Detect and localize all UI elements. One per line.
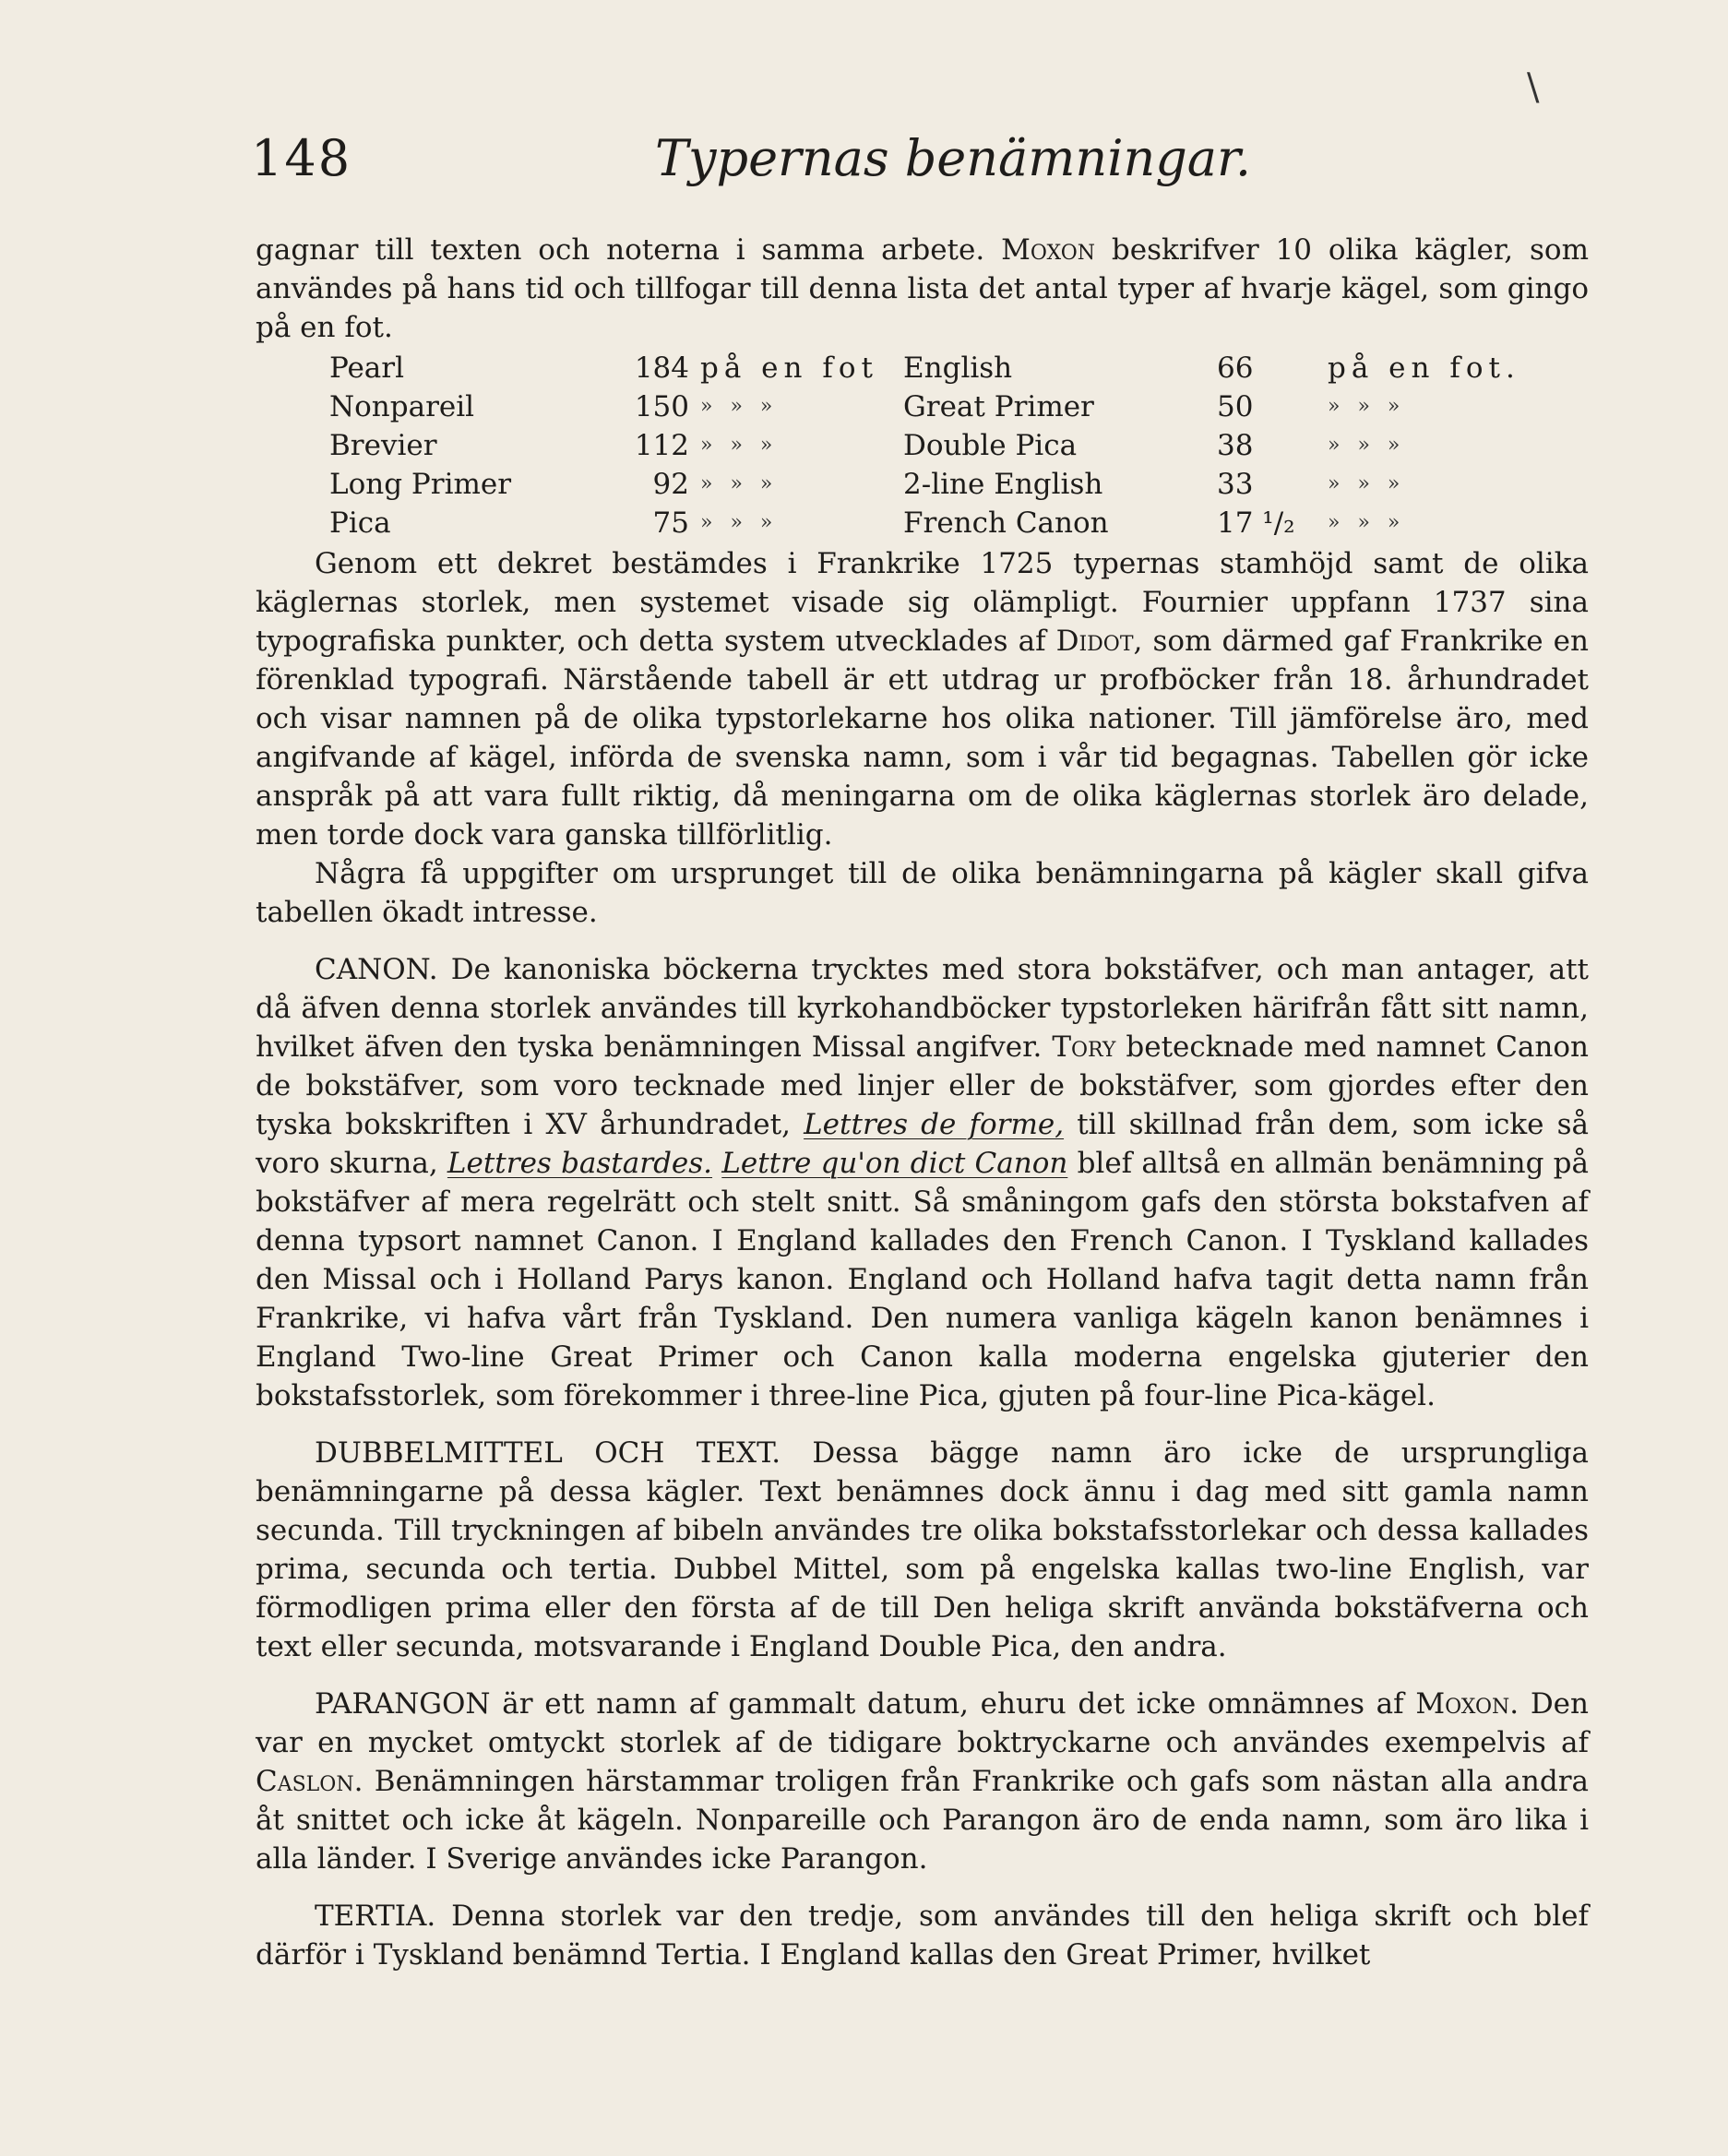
name-tory: Tory bbox=[1052, 1030, 1116, 1064]
type-name: 2-line English bbox=[903, 468, 1103, 501]
name-didot: Didot bbox=[1055, 625, 1134, 658]
per-foot-unit: på en fot bbox=[700, 351, 878, 385]
per-foot-unit: » » » bbox=[1328, 472, 1406, 495]
types-per-foot: 112 bbox=[634, 429, 689, 462]
name-caslon: Caslon bbox=[256, 1765, 354, 1798]
types-per-foot: 184 bbox=[634, 351, 689, 385]
type-name: Pearl bbox=[329, 351, 405, 385]
types-per-foot: 17 ¹/₂ bbox=[1217, 506, 1295, 540]
types-per-foot: 150 bbox=[634, 390, 689, 423]
type-name: Nonpareil bbox=[329, 390, 475, 423]
paragraph-nagra: Några få uppgifter om ursprunget till de olika benämningarna på kägler skall gifva tabellen ökadt intresse. bbox=[256, 857, 1589, 929]
type-name: English bbox=[903, 351, 1013, 385]
type-name: Double Pica bbox=[903, 429, 1078, 462]
per-foot-unit: » » » bbox=[700, 395, 779, 418]
type-table-row bbox=[329, 465, 1520, 504]
types-per-foot: 33 bbox=[1217, 468, 1254, 501]
italic-lettres-bastardes: Lettres bastardes. bbox=[447, 1147, 713, 1180]
type-name: Pica bbox=[329, 506, 391, 540]
heading-tertia: TERTIA. bbox=[315, 1900, 436, 1933]
paragraph-dubbelmittel: DUBBELMITTEL OCH TEXT. Dessa bägge namn äro icke de ursprungliga benämningarne på dessa kägler. Text benämnes dock ännu i dag med sitt gamla namn secunda. Till tryckningen af bibeln användes tre olika bokstafsstorlekar och dessa kallades prima, secunda och tertia. Dubbel Mittel, som på engelska kallas two-line English, var förmodligen prima eller den första af de till Den heliga skrift använda bokstäfverna och text eller secunda, motsvarande i England Double Pica, den andra. bbox=[256, 1436, 1589, 1663]
name-moxon: Moxon bbox=[1001, 233, 1096, 267]
heading-dubbelmittel: DUBBELMITTEL OCH TEXT. bbox=[315, 1436, 781, 1470]
heading-canon: CANON. bbox=[315, 953, 438, 986]
italic-lettres-de-forme: Lettres de forme, bbox=[804, 1108, 1065, 1141]
type-name: Great Primer bbox=[903, 390, 1094, 423]
paragraph-genom: Genom ett dekret bestämdes i Frankrike 1725 typernas stamhöjd samt de olika käglernas storlek, men systemet visade sig olämpligt. Fournier uppfann 1737 sina typografiska punkter, och detta system utvecklades af Didot, som därmed gaf Frankrike en förenklad typografi. Närstående tabell är ett utdrag ur profböcker från 18. århundradet och visar namnen på de olika typstorlekarne hos olika nationer. Till jämförelse äro, med angifvande af kägel, införda de svenska namn, som i vår tid begagnas. Tabellen gör icke anspråk på att vara fullt riktig, då meningarna om de olika käglernas storlek äro delade, men torde dock vara ganska tillförlitlig. bbox=[256, 547, 1589, 852]
paragraph-parangon: PARANGON är ett namn af gammalt datum, ehuru det icke omnämnes af Moxon. Den var en mycket omtyckt storlek af de tidigare boktryckarne och användes exempelvis af Caslon. Benämningen härstammar troligen från Frankrike och gafs som nästan alla andra åt snittet och icke åt kägeln. Nonpareille och Parangon äro de enda namn, som äro lika i alla länder. I Sverige användes icke Parangon. bbox=[256, 1687, 1589, 1876]
body-text bbox=[256, 231, 1589, 1974]
per-foot-unit: » » » bbox=[1328, 434, 1406, 457]
types-per-foot: 38 bbox=[1217, 429, 1254, 462]
ink-speck: \ bbox=[1527, 66, 1540, 109]
name-moxon: Moxon bbox=[1415, 1687, 1510, 1721]
per-foot-unit: » » » bbox=[700, 434, 779, 457]
types-per-foot: 92 bbox=[652, 468, 689, 501]
italic-lettre-canon: Lettre qu'on dict Canon bbox=[721, 1147, 1068, 1180]
per-foot-unit: » » » bbox=[1328, 511, 1406, 534]
type-table-row bbox=[329, 349, 1520, 387]
running-title: Typernas benämningar. bbox=[655, 129, 1252, 187]
type-size-table bbox=[329, 349, 1520, 542]
type-table-row bbox=[329, 504, 1520, 542]
type-name: Long Primer bbox=[329, 468, 512, 501]
page-number: 148 bbox=[251, 129, 352, 187]
per-foot-unit: på en fot. bbox=[1328, 351, 1520, 385]
type-table-row bbox=[329, 387, 1520, 426]
types-per-foot: 75 bbox=[652, 506, 689, 540]
running-header bbox=[0, 129, 1728, 203]
paragraph-tertia: TERTIA. Denna storlek var den tredje, som användes till den heliga skrift och blef därför i Tyskland benämnd Tertia. I England kallas den Great Primer, hvilket bbox=[256, 1900, 1589, 1971]
intro-paragraph: gagnar till texten och noterna i samma arbete. Moxon beskrifver 10 olika kägler, som användes på hans tid och tillfogar till denna lista det antal typer af hvarje kägel, som gingo på en fot. bbox=[256, 233, 1589, 344]
per-foot-unit: » » » bbox=[1328, 395, 1406, 418]
per-foot-unit: » » » bbox=[700, 511, 779, 534]
types-per-foot: 50 bbox=[1217, 390, 1254, 423]
type-table-row bbox=[329, 426, 1520, 465]
types-per-foot: 66 bbox=[1217, 351, 1254, 385]
heading-parangon: PARANGON bbox=[315, 1687, 491, 1721]
paragraph-canon: CANON. De kanoniska böckerna trycktes med stora bokstäfver, och man antager, att då äfven denna storlek användes till kyrkohandböcker typstorleken härifrån fått sitt namn, hvilket äfven den tyska benämningen Missal angifver. Tory betecknade med namnet Canon de bokstäfver, som voro tecknade med linjer eller de bokstäfver, som gjordes efter den tyska bokskriften i XV århundradet, Lettres de forme, till skillnad från dem, som icke så voro skurna, Lettres bastardes. Lettre qu'on dict Canon blef alltså en allmän benämning på bokstäfver af mera regelrätt och stelt snitt. Så småningom gafs den största bokstafven af denna typsort namnet Canon. I England kallades den French Canon. I Tyskland kallades den Missal och i Holland Parys kanon. England och Holland hafva tagit detta namn från Frankrike, vi hafva vårt från Tyskland. Den numera vanliga kägeln kanon benämnes i England Two-line Great Primer och Canon kalla moderna engelska gjuterier den bokstafsstorlek, som förekommer i three-line Pica, gjuten på four-line Pica-kägel. bbox=[256, 953, 1590, 1412]
per-foot-unit: » » » bbox=[700, 472, 779, 495]
type-name: Brevier bbox=[329, 429, 437, 462]
type-name: French Canon bbox=[903, 506, 1109, 540]
